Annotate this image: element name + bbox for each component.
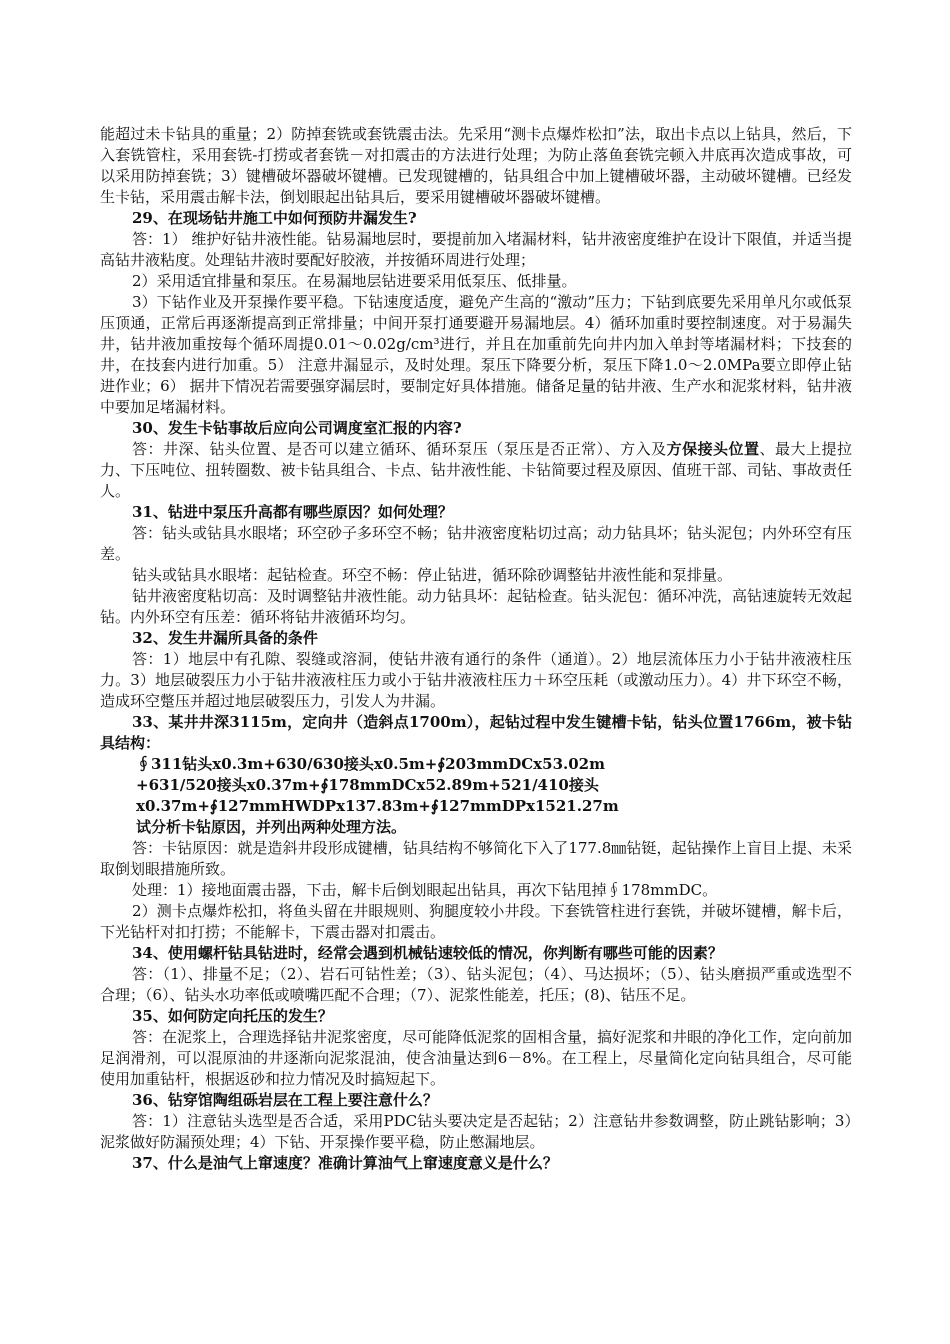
answer-33-part1: 答：卡钻原因：就是造斜井段形成键槽，钻具结构不够简化下入了177.8㎜钻铤，起钻操作上盲目上提、未采取倒划眼措施所致。 xyxy=(100,839,852,878)
answer-30-bold-phrase: 方保接头位置 xyxy=(666,440,760,458)
answer-29-part1: 答：1） 维护好钻井液性能。钻易漏地层时，要提前加入堵漏材料，钻井液密度维护在设计下限值，并适当提高钻井液粘度。处理钻井液时要配好胶液，并按循环周进行处理； xyxy=(100,230,852,269)
question-32: 32、发生井漏所具备的条件 xyxy=(132,629,318,647)
answer-33-part3: 2）测卡点爆炸松扣，将鱼头留在井眼规则、狗腿度较小井段。下套铣管柱进行套铣，并破坏键槽，解卡后，下光钻杆对扣打捞；不能解卡，下震击器对扣震击。 xyxy=(100,902,852,941)
answer-35: 答：在泥浆上，合理选择钻井泥浆密度，尽可能降低泥浆的固相含量，搞好泥浆和井眼的净化工作，定向前加足润滑剂，可以混原油的井逐渐向泥浆混油，使含油量达到6－8%。在工程上，尽量简化定向钻具组合，尽可能使用加重钻杆，根据返砂和拉力情况及时搞短起下。 xyxy=(100,1028,853,1088)
question-36: 36、钻穿馆陶组砾岩层在工程上要注意什么？ xyxy=(132,1091,438,1109)
answer-32: 答：1）地层中有孔隙、裂缝或溶洞，使钻井液有通行的条件（通道）。2）地层流体压力小于钻井液液柱压力。3）地层破裂压力小于钻井液液柱压力或小于钻井液液柱压力＋环空压耗（或激动压力）。4）井下环空不畅，造成环空蹩压并超过地层破裂压力，引发人为井漏。 xyxy=(100,650,852,710)
answer-31-part2: 钻头或钻具水眼堵：起钻检查。环空不畅：停止钻进，循环除砂调整钻井液性能和泵排量。 xyxy=(132,566,733,584)
answer-29-part3: 3）下钻作业及开泵操作要平稳。下钻速度适度，避免产生高的“激动”压力；下钻到底要先采用单凡尔或低泵压顶通，正常后再逐渐提高到正常排量；中间开泵打通要避开易漏地层。4）循环加重时要控制速度。对于易漏失井，钻井液加重按每个循环周提0.01～0.02g/cm³进行，并且在加重前先向井内加入单封等堵漏材料；下技套的井，在技套内进行加重。5） 注意井漏显示，及时处理。泵压下降要分析，泵压下降1.0～2.0MPa要立即停止钻进作业；6） 据井下情况若需要强穿漏层时，要制定好具体措施。储备足量的钻井液、生产水和泥浆材料，钻井液中要加足堵漏材料。 xyxy=(100,293,852,416)
drill-string-line-2: +631/520接头x0.37m+∮178mmDCx52.89m+521/410接头 xyxy=(136,776,599,794)
drill-string-line-1: ∮311钻头x0.3m+630/630接头x0.5m+∮203mmDCx53.02m xyxy=(136,755,605,773)
answer-33-part2: 处理：1）接地面震击器，下击，解卡后倒划眼起出钻具，再次下钻甩掉∮178mmDC。 xyxy=(132,881,718,899)
answer-30 xyxy=(100,439,852,502)
paragraph-continuation: 能超过未卡钻具的重量；2）防掉套铣或套铣震击法。先采用“测卡点爆炸松扣”法，取出卡点以上钻具，然后，下入套铣管柱，采用套铣-打捞或者套铣－对扣震击的方法进行处理；为防止落鱼套铣完顿入井底再次造成事故，可以采用防掉套铣；3）键槽破坏器破坏键槽。已发现键槽的，钻具组合中加上键槽破坏器，主动破坏键槽。已经发生卡钻，采用震击解卡法，倒划眼起出钻具后，要采用键槽破坏器破坏键槽。 xyxy=(100,125,852,206)
question-35: 35、如何防定向托压的发生？ xyxy=(132,1007,333,1025)
question-33-task: 试分析卡钻原因，并列出两种处理方法。 xyxy=(136,818,407,836)
drill-string-line-3: x0.37m+∮127mmHWDPx137.83m+∮127mmDPx1521.27m xyxy=(136,797,619,815)
answer-31-part1: 答：钻头或钻具水眼堵；环空砂子多环空不畅；钻井液密度粘切过高；动力钻具坏；钻头泥包；内外环空有压差。 xyxy=(100,524,853,563)
answer-30-text-a: 答：井深、钻头位置、是否可以建立循环、循环泵压（泵压是否正常）、方入及 xyxy=(132,440,667,458)
document-page xyxy=(100,124,852,1174)
question-30: 30、发生卡钻事故后应向公司调度室汇报的内容? xyxy=(132,419,462,437)
question-34: 34、使用螺杆钻具钻进时，经常会遇到机械钻速较低的情况，你判断有哪些可能的因素？ xyxy=(132,944,723,962)
question-33: 33、某井井深3115m，定向井（造斜点1700m），起钻过程中发生键槽卡钻，钻头位置1766m，被卡钻具结构： xyxy=(100,713,852,752)
answer-36: 答：1）注意钻头选型是否合适，采用PDC钻头要决定是否起钻；2）注意钻井参数调整，防止跳钻影响；3）泥浆做好防漏预处理；4）下钻、开泵操作要平稳，防止憋漏地层。 xyxy=(100,1112,852,1151)
answer-34: 答：（1）、排量不足；（2）、岩石可钻性差；（3）、钻头泥包；（4）、马达损坏；（5）、钻头磨损严重或选型不合理；（6）、钻头水功率低或喷嘴匹配不合理；（7）、泥浆性能差，托压；(8)、钻压不足。 xyxy=(100,965,852,1004)
question-31: 31、钻进中泵压升高都有哪些原因？如何处理？ xyxy=(132,503,453,521)
answer-29-part2: 2）采用适宜排量和泵压。在易漏地层钻进要采用低泵压、低排量。 xyxy=(132,272,577,290)
question-37: 37、什么是油气上窜速度？准确计算油气上窜速度意义是什么？ xyxy=(132,1154,558,1172)
answer-31-part3: 钻井液密度粘切高：及时调整钻井液性能。动力钻具坏：起钻检查。钻头泥包：循环冲洗，高钻速旋转无效起钻。内外环空有压差：循环将钻井液循环均匀。 xyxy=(100,587,853,626)
question-29: 29、在现场钻井施工中如何预防井漏发生? xyxy=(132,209,417,227)
answer-30-text-b: 、最大上提拉力、下压吨位、扭转圈数、被卡钻具组合、卡点、钻井液性能、卡钻简要过程及原因、值班干部、司钻、事故责任人。 xyxy=(100,440,852,500)
